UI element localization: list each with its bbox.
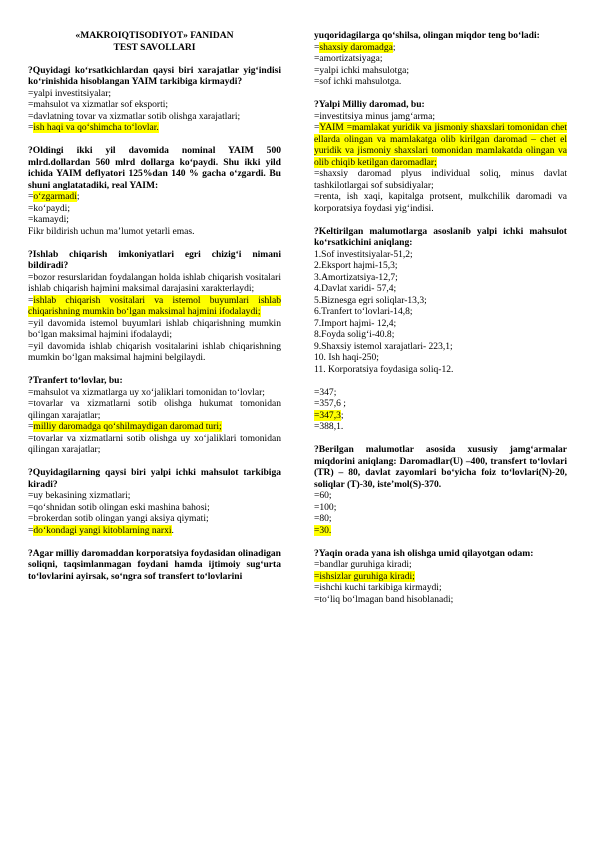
answer-option: 7.Import hajmi- 12,4; xyxy=(314,317,397,329)
answer-option: =kamaydi; xyxy=(28,214,69,225)
answer-option: =100; xyxy=(314,501,337,513)
question-text: ?Yaqin orada yana ish olishga umid qilayotgan odam: xyxy=(314,547,534,559)
left-question-list xyxy=(28,65,281,583)
highlighted-answer: =ishsizlar guruhiga kiradi; xyxy=(314,570,415,582)
correct-answer: =YAIM =mamlakat yuridik va jismoniy shaxslari tomonidan chet ellarda olingan va mamlakatga olib kirilgan daromad – chet el yuridik va jismoniy shaxslari tomonidan mamlakatda olingan va olib chiqib ketilgan daromadlar; xyxy=(314,122,567,168)
correct-answer: =do‘kondagi yangi kitoblarning narxi. xyxy=(28,524,174,536)
question-text: ?Yalpi Milliy daromad, bu: xyxy=(314,99,425,110)
answer-option: =347; xyxy=(314,386,337,398)
answer-option: Fikr bildirish uchun ma’lumot yetarli emas. xyxy=(28,225,195,237)
question-block xyxy=(314,444,567,536)
answer-option: 5.Biznesga egri soliqlar-13,3; xyxy=(314,294,427,306)
answer-option: =bozor resurslaridan foydalangan holda ishlab chiqarish vositalari ishlab chiqarish hajmini maksimal darajasini xarakterlaydi; xyxy=(28,271,281,294)
highlighted-answer: do‘kondagi yangi kitoblarning narxi xyxy=(33,524,172,536)
question-block xyxy=(314,226,567,433)
correct-answer: =ish haqi va qo‘shimcha to‘lovlar. xyxy=(28,122,159,133)
correct-answer: =ishlab chiqarish vositalari va istemol buyumlari ishlab chiqarishning mumkin bo‘lgan maksimal hajmini ifodalaydi; xyxy=(28,294,281,317)
question-block xyxy=(314,30,567,88)
question-text: ?Keltirilgan malumotlarga asoslanib yalpi ichki mahsulot ko‘rsatkichini aniqlang: xyxy=(314,225,567,248)
question-block xyxy=(314,548,567,606)
question-text: ?Berilgan malumotlar asosida xususiy jamg‘armalar miqdorini aniqlang: Daromadlar(U) –400, transfert to‘lovlari (TR) – 80, davlat zayomlari bo‘yicha foiz to‘lovlari(N)-20, soliqlar (T)-30, iste’mol(S)-370. xyxy=(314,444,567,490)
answer-option: =investitsiya minus jamg‘arma; xyxy=(314,110,435,122)
answer-option: =mahsulot va xizmatlar sof eksporti; xyxy=(28,99,169,110)
question-text: ?Tranfert to‘lovlar, bu: xyxy=(28,375,123,386)
answer-option: =to‘liq bo‘lmagan band hisoblanadi; xyxy=(314,593,454,605)
question-block xyxy=(28,467,281,536)
answer-option: 6.Tranfert to‘lovlari-14,8; xyxy=(314,306,413,317)
answer-option: =uy bekasining xizmatlari; xyxy=(28,490,131,501)
question-block xyxy=(28,249,281,364)
highlighted-answer: ish haqi va qo‘shimcha to‘lovlar. xyxy=(33,122,159,133)
answer-option: =yalpi ichki mahsulotga; xyxy=(314,64,410,76)
document-title xyxy=(28,30,281,53)
highlighted-answer: ishlab chiqarish vositalari va istemol buyumlari ishlab chiqarishning mumkin bo‘lgan maksimal hajmini ifodalaydi; xyxy=(28,294,281,317)
highlighted-answer: milliy daromadga qo‘shilmaydigan daromad turi; xyxy=(33,421,222,432)
highlighted-answer: YAIM =mamlakat yuridik va jismoniy shaxslari tomonidan chet ellarda olingan va mamlakatga olib kirilgan daromad – chet el yuridik va jismoniy shaxslari tomonidan mamlakatda olingan va olib chiqib ketilgan daromadlar; xyxy=(314,122,567,168)
answer-option: 10. Ish haqi-250; xyxy=(314,352,379,363)
answer-option: 8.Foyda solig‘i-40.8; xyxy=(314,329,395,340)
answer-option: =amortizatsiyaga; xyxy=(314,53,383,64)
answer-option: =yalpi investitsiyalar; xyxy=(28,87,112,99)
correct-answer: =o‘zgarmadi; xyxy=(28,191,80,202)
highlighted-answer: =347,3 xyxy=(314,409,341,421)
question-text: ?Quyidagilarning qaysi biri yalpi ichki mahsulot tarkibiga kiradi? xyxy=(28,467,281,490)
highlighted-answer: shaxsiy daromadga xyxy=(319,41,393,53)
answer-option: =davlatning tovar va xizmatlar sotib olishga xarajatlari; xyxy=(28,110,241,122)
question-block xyxy=(28,65,281,134)
answer-option: =yil davomida istemol buyumlari ishlab chiqarishning mumkin bo‘lgan maksimal hajmini ifodalaydi; xyxy=(28,317,281,340)
question-block xyxy=(28,375,281,456)
answer-option: =shaxsiy daromad plyus individual soliq, minus davlat tashkilotlargai sof subsidiyalar; xyxy=(314,168,567,191)
correct-answer: =347,3; xyxy=(314,409,344,421)
answer-option: 1.Sof investitsiyalar-51,2; xyxy=(314,248,413,260)
left-column xyxy=(28,30,281,582)
question-block xyxy=(28,145,281,237)
answer-option: =brokerdan sotib olingan yangi aksiya qiymati; xyxy=(28,513,209,524)
question-text: ?Ishlab chiqarish imkoniyatlari egri chizig‘i nimani bildiradi? xyxy=(28,248,281,271)
question-block xyxy=(28,548,281,583)
question-text: yuqoridagilarga qo‘shilsa, olingan miqdor teng bo‘ladi: xyxy=(314,30,540,41)
answer-option: =tovarlar va xizmatlarni sotib olishga hukumat tomonidan qilingan xarajatlar; xyxy=(28,398,281,421)
highlighted-answer: o‘zgarmadi xyxy=(33,191,77,202)
answer-option: =tovarlar va xizmatlarni sotib olishga uy xo‘jaliklari tomonidan qilingan xarajatlar; xyxy=(28,432,281,455)
correct-answer xyxy=(314,525,567,537)
title-line-2: TEST SAVOLLARI xyxy=(113,41,196,53)
answer-option: =bandlar guruhiga kiradi; xyxy=(314,559,412,570)
answer-option: =mahsulot va xizmatlarga uy xo‘jaliklari tomonidan to‘lovlar; xyxy=(28,386,265,398)
highlighted-answer: =30. xyxy=(314,524,332,536)
question-block xyxy=(314,99,567,214)
question-text: ?Oldingi ikki yil davomida nominal YAIM 500 mlrd.dollardan 560 mlrd dollarga ko‘paydi. Shu ikki yild ichida YAIM deflyatori 125%dan 140 % gacha o‘zgardi. Bu shuni anglatatadiki, real YAIM: xyxy=(28,145,281,191)
answer-option: 3.Amortizatsiya-12,7; xyxy=(314,271,398,283)
right-column xyxy=(314,30,567,605)
right-question-list xyxy=(314,30,567,605)
answer-option: =sof ichki mahsulotga. xyxy=(314,76,402,87)
answer-option: =ishchi kuchi tarkibiga kirmaydi; xyxy=(314,582,442,593)
correct-answer xyxy=(314,571,567,583)
correct-answer: =milliy daromadga qo‘shilmaydigan daromad turi; xyxy=(28,421,222,432)
question-text: ?Agar milliy daromaddan korporatsiya foydasidan olinadigan soliqni, taqsimlanmagan foydani hamda ijtimoiy sug‘urta to‘lovlarini ayirsak, so‘ngra sof transfert to‘lovlarini xyxy=(28,547,281,582)
answer-option: 11. Korporatsiya foydasiga soliq-12. xyxy=(314,363,454,375)
answer-option: 2.Eksport hajmi-15,3; xyxy=(314,260,398,271)
answer-option: =357,6 ; xyxy=(314,398,346,409)
answer-option: 9.Shaxsiy istemol xarajatlari- 223,1; xyxy=(314,340,453,352)
answer-option: =yil davomida ishlab chiqarish vositalarini ishlab chiqarishning mumkin bo‘lgan maksimal hajmini belgilaydi. xyxy=(28,340,281,363)
answer-option: =renta, ish xaqi, kapitalga protsent, mulkchilik daromadi va korporatsiya foydasi yig‘indisi. xyxy=(314,191,567,214)
answer-option: =80; xyxy=(314,513,332,524)
title-line-1: «MAKROIQTISODIYOT» FANIDAN xyxy=(75,30,234,41)
question-text: ?Quyidagi ko‘rsatkichlardan qaysi biri xarajatlar yig‘indisi ko‘rinishida hisoblangan YAIM tarkibiga kirmaydi? xyxy=(28,64,281,87)
correct-answer: =shaxsiy daromadga; xyxy=(314,41,396,53)
answer-option: =qo‘shnidan sotib olingan eski mashina bahosi; xyxy=(28,501,210,513)
answer-option: 4.Davlat xaridi- 57,4; xyxy=(314,283,397,294)
answer-option: =388,1. xyxy=(314,421,344,432)
answer-option: =ko‘paydi; xyxy=(28,202,70,214)
answer-option: =60; xyxy=(314,490,332,501)
